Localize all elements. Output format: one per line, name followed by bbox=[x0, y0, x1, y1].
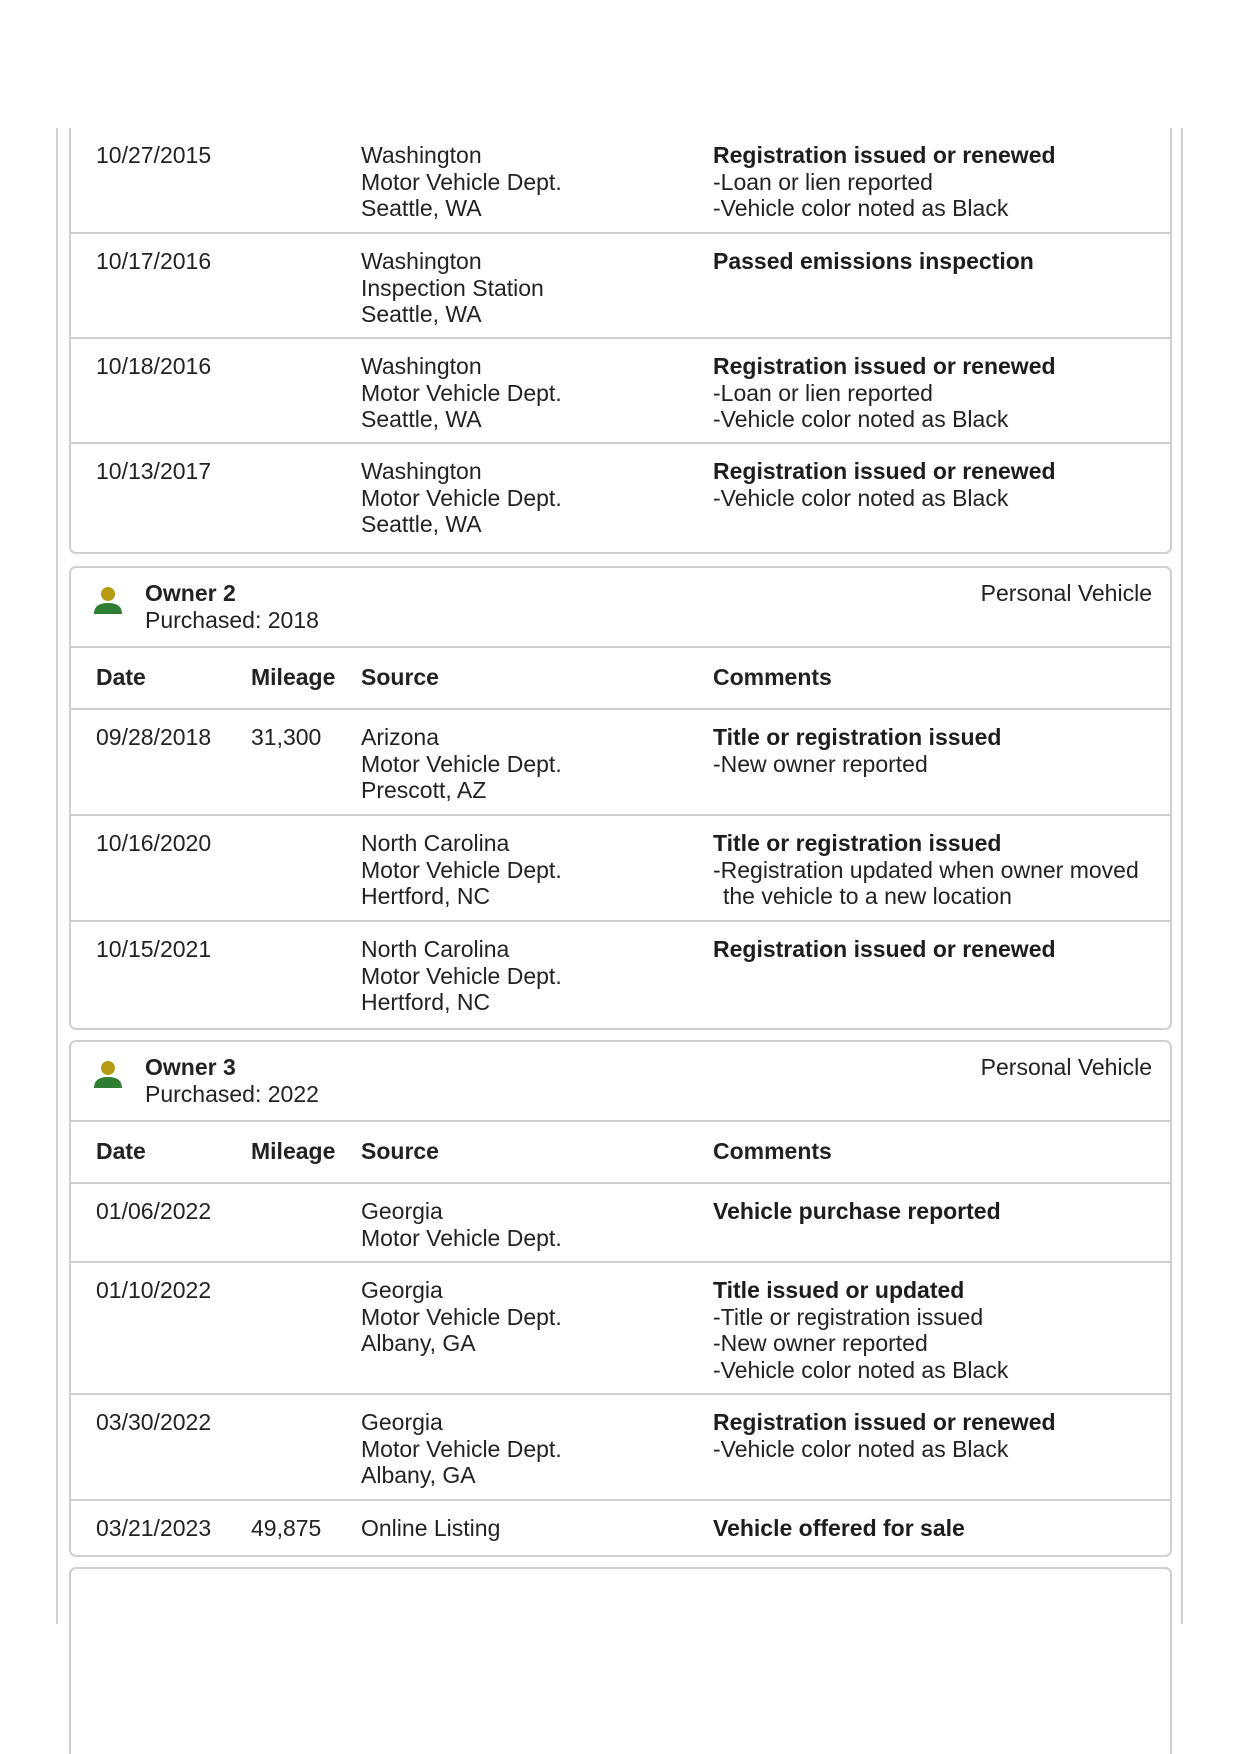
comment-item: -Loan or lien reported bbox=[713, 379, 933, 406]
page-right-rule bbox=[1181, 128, 1183, 1624]
record-comments bbox=[713, 458, 1153, 511]
comment-item: -Title or registration issued bbox=[713, 1303, 984, 1330]
comment-item: -New owner reported bbox=[713, 750, 928, 777]
comment-item: -Vehicle color noted as Black bbox=[713, 484, 1009, 511]
comment-title: Vehicle purchase reported bbox=[713, 1198, 1001, 1224]
source-line: Washington bbox=[361, 353, 482, 379]
record-comments bbox=[713, 353, 1153, 433]
record-source bbox=[361, 458, 562, 538]
source-line: Georgia bbox=[361, 1409, 443, 1435]
source-line: Seattle, WA bbox=[361, 195, 482, 221]
source-line: Washington bbox=[361, 458, 482, 484]
record-source bbox=[361, 936, 562, 1016]
source-line: Seattle, WA bbox=[361, 511, 482, 537]
record-date: 09/28/2018 bbox=[96, 724, 212, 750]
owner-purchased: Purchased: 2018 bbox=[145, 607, 319, 633]
column-header-mileage: Mileage bbox=[251, 1138, 336, 1164]
owner-1-history-table bbox=[69, 128, 1172, 554]
record-comments bbox=[713, 1515, 1153, 1542]
record-mileage: 31,300 bbox=[251, 724, 322, 750]
source-line: Washington bbox=[361, 248, 482, 274]
record-source bbox=[361, 248, 544, 328]
record-source bbox=[361, 1515, 500, 1542]
source-line: Seattle, WA bbox=[361, 406, 482, 432]
table-header bbox=[71, 1122, 1170, 1184]
owner-header bbox=[71, 568, 1170, 648]
source-line: Georgia bbox=[361, 1277, 443, 1303]
table-header bbox=[71, 648, 1170, 710]
table-row bbox=[71, 710, 1170, 816]
comment-item: -Registration updated when owner moved the vehicle to a new location bbox=[713, 856, 1139, 909]
record-date: 01/10/2022 bbox=[96, 1277, 212, 1303]
table-row bbox=[71, 444, 1170, 550]
table-row bbox=[71, 128, 1170, 234]
owner-name: Owner 3 bbox=[145, 1054, 236, 1080]
record-comments bbox=[713, 936, 1153, 963]
column-header-comments: Comments bbox=[713, 664, 832, 690]
record-date: 03/21/2023 bbox=[96, 1515, 212, 1541]
column-header-source: Source bbox=[361, 664, 439, 690]
comment-item: -Vehicle color noted as Black bbox=[713, 1356, 1009, 1383]
source-line: Prescott, AZ bbox=[361, 777, 487, 803]
comment-item: -Vehicle color noted as Black bbox=[713, 406, 1009, 432]
source-line: Motor Vehicle Dept. bbox=[361, 1435, 562, 1462]
source-line: Hertford, NC bbox=[361, 883, 491, 909]
record-source bbox=[361, 830, 562, 910]
source-line: Motor Vehicle Dept. bbox=[361, 1224, 562, 1251]
record-source bbox=[361, 1409, 562, 1489]
page-left-rule bbox=[56, 128, 58, 1624]
record-source bbox=[361, 353, 562, 433]
record-date: 10/18/2016 bbox=[96, 353, 212, 379]
table-row bbox=[71, 1395, 1170, 1501]
source-line: Motor Vehicle Dept. bbox=[361, 962, 562, 989]
comment-title: Registration issued or renewed bbox=[713, 458, 1056, 484]
record-comments bbox=[713, 1409, 1153, 1462]
comment-title: Title or registration issued bbox=[713, 724, 1002, 750]
comment-item: -Vehicle color noted as Black bbox=[713, 1435, 1009, 1462]
owner-3-section bbox=[69, 1040, 1172, 1557]
comment-title: Registration issued or renewed bbox=[713, 142, 1056, 168]
record-source bbox=[361, 724, 562, 804]
record-date: 01/06/2022 bbox=[96, 1198, 212, 1224]
record-source bbox=[361, 1277, 562, 1357]
vehicle-use-type: Personal Vehicle bbox=[980, 580, 1152, 606]
table-row bbox=[71, 1263, 1170, 1395]
comment-title: Passed emissions inspection bbox=[713, 248, 1034, 274]
source-line: Washington bbox=[361, 142, 482, 168]
vehicle-use-type: Personal Vehicle bbox=[980, 1054, 1152, 1080]
source-line: North Carolina bbox=[361, 830, 510, 856]
record-date: 10/13/2017 bbox=[96, 458, 212, 484]
comment-title: Vehicle offered for sale bbox=[713, 1515, 965, 1541]
record-comments bbox=[713, 830, 1153, 910]
record-comments bbox=[713, 248, 1153, 275]
record-date: 10/17/2016 bbox=[96, 248, 212, 274]
column-header-comments: Comments bbox=[713, 1138, 832, 1164]
record-comments bbox=[713, 1277, 1153, 1383]
comment-title: Title issued or updated bbox=[713, 1277, 965, 1303]
comment-title: Title or registration issued bbox=[713, 830, 1002, 856]
source-line: Motor Vehicle Dept. bbox=[361, 856, 562, 883]
record-comments bbox=[713, 142, 1153, 222]
source-line: Motor Vehicle Dept. bbox=[361, 1303, 562, 1330]
record-comments bbox=[713, 724, 1153, 777]
record-date: 10/16/2020 bbox=[96, 830, 212, 856]
source-line: Motor Vehicle Dept. bbox=[361, 379, 562, 406]
person-icon bbox=[93, 585, 123, 615]
table-row bbox=[71, 816, 1170, 922]
comment-title: Registration issued or renewed bbox=[713, 1409, 1056, 1435]
record-date: 10/15/2021 bbox=[96, 936, 212, 962]
next-section-box bbox=[69, 1567, 1172, 1754]
source-line: Seattle, WA bbox=[361, 301, 482, 327]
comment-item: -New owner reported bbox=[713, 1330, 928, 1356]
table-row bbox=[71, 1184, 1170, 1263]
source-line: Georgia bbox=[361, 1198, 443, 1224]
comment-item: -Vehicle color noted as Black bbox=[713, 195, 1009, 221]
comment-title: Registration issued or renewed bbox=[713, 353, 1056, 379]
source-line: Albany, GA bbox=[361, 1330, 476, 1356]
column-header-date: Date bbox=[96, 664, 146, 690]
owner-2-section bbox=[69, 566, 1172, 1030]
column-header-source: Source bbox=[361, 1138, 439, 1164]
source-line: Albany, GA bbox=[361, 1462, 476, 1488]
source-line: Inspection Station bbox=[361, 274, 544, 301]
table-row bbox=[71, 339, 1170, 444]
source-line: Motor Vehicle Dept. bbox=[361, 484, 562, 511]
table-row bbox=[71, 234, 1170, 339]
source-line: Motor Vehicle Dept. bbox=[361, 750, 562, 777]
source-line: Motor Vehicle Dept. bbox=[361, 168, 562, 195]
comment-item: -Loan or lien reported bbox=[713, 168, 933, 195]
owner-purchased: Purchased: 2022 bbox=[145, 1081, 319, 1107]
column-header-mileage: Mileage bbox=[251, 664, 336, 690]
table-row bbox=[71, 922, 1170, 1028]
comment-title: Registration issued or renewed bbox=[713, 936, 1056, 962]
source-line: Online Listing bbox=[361, 1515, 501, 1541]
table-row bbox=[71, 1501, 1170, 1553]
record-date: 10/27/2015 bbox=[96, 142, 212, 168]
source-line: Arizona bbox=[361, 724, 439, 750]
owner-name: Owner 2 bbox=[145, 580, 236, 606]
record-comments bbox=[713, 1198, 1153, 1225]
source-line: Hertford, NC bbox=[361, 989, 491, 1015]
person-icon bbox=[93, 1059, 123, 1089]
source-line: North Carolina bbox=[361, 936, 510, 962]
column-header-date: Date bbox=[96, 1138, 146, 1164]
record-source bbox=[361, 142, 562, 222]
record-date: 03/30/2022 bbox=[96, 1409, 212, 1435]
record-source bbox=[361, 1198, 562, 1251]
owner-header bbox=[71, 1042, 1170, 1122]
record-mileage: 49,875 bbox=[251, 1515, 322, 1541]
